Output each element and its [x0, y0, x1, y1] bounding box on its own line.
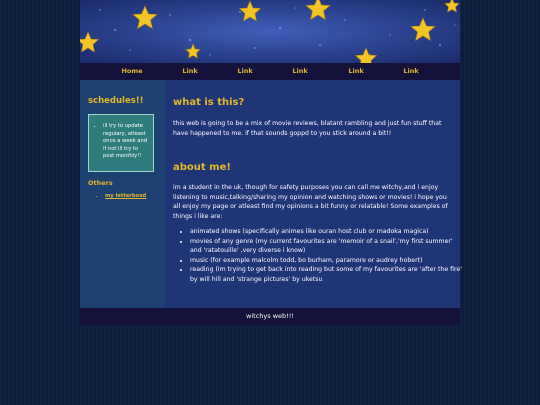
nav-link-3[interactable]: Link	[292, 67, 308, 75]
schedule-item: • ill try to update regulary, atleast once a week and if not ill try to post monthly!!	[103, 123, 150, 161]
letterboxd-link[interactable]: my letterboxd	[105, 193, 147, 199]
starry-night-banner-image	[80, 0, 460, 63]
schedule-box	[88, 114, 154, 172]
list-item: • movies of any genre (my current favourites are 'memoir of a snail','my first summer' and 'ratatouille' ,very diverse i know)	[190, 237, 465, 256]
about-me-text: im a student in the uk, though for safety purposes you can call me witchy,and i enjoy listening to music,talking/sharing my opinion and watching shows or movies! i hope you all enjoy my page or atleast find my opinions a bit funny or relatable! Some examples of things i like are:	[173, 184, 448, 220]
nav-link-4[interactable]: Link	[348, 67, 364, 75]
others-heading: Others	[88, 179, 113, 187]
site-description: this web is going to be a mix of movie reviews, blatant rambling and just fun stuff that have happened to me. if that sounds goppd to you stick around a bit!!	[173, 120, 442, 137]
main-content	[165, 80, 460, 308]
list-item: • music (for example malcolm todd, bo burham, paramore or audrey hobert)	[190, 256, 465, 266]
others-link-list	[96, 193, 146, 199]
list-item: • reading (im trying to get back into reading but some of my favourites are 'after the fire' by will hill and 'strange pictures' by uketsu	[190, 265, 465, 284]
nav-link-home[interactable]: Home	[121, 67, 143, 75]
about-me-heading: about me!	[173, 162, 231, 173]
schedules-heading: schedules!!	[88, 96, 144, 106]
likes-list	[175, 227, 465, 284]
header-banner	[80, 0, 460, 63]
footer-text: witchys web!!!	[246, 312, 294, 320]
what-is-this-heading: what is this?	[173, 97, 245, 108]
nav-link-1[interactable]: Link	[182, 67, 198, 75]
nav-link-2[interactable]: Link	[237, 67, 253, 75]
nav-link-5[interactable]: Link	[403, 67, 419, 75]
sidebar	[80, 80, 165, 308]
page-container	[80, 0, 460, 325]
list-item: • animated shows (specifically animes like ouran host club or madoka magica)	[190, 227, 465, 237]
top-navigation	[80, 63, 460, 80]
footer	[80, 308, 460, 325]
schedule-list	[89, 115, 153, 161]
others-link-item	[105, 193, 146, 199]
